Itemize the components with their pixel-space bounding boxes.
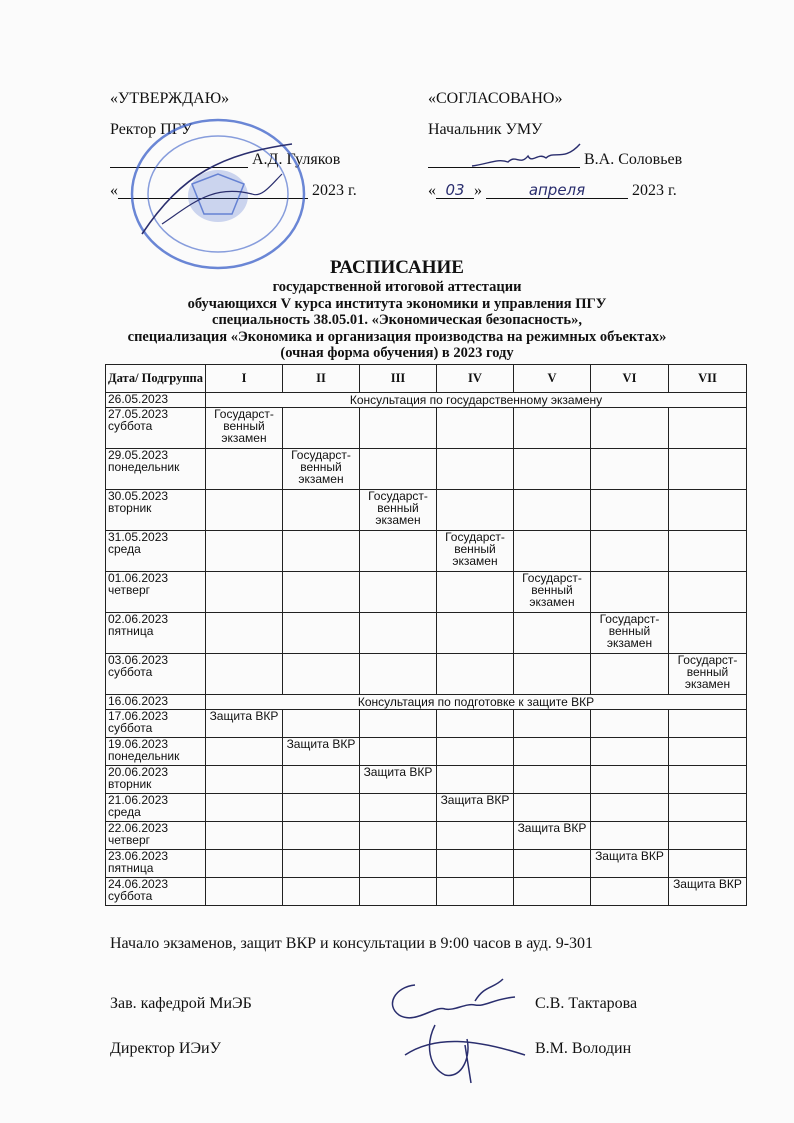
date-cell [106,822,206,850]
header-group: IV [437,365,514,393]
empty-cell [437,738,514,766]
signature-name-1: С.В. Тактарова [535,995,638,1012]
date-cell [106,449,206,490]
table-row [106,531,747,572]
event-cell: Защита ВКР [514,822,591,850]
empty-cell [669,449,747,490]
table-row [106,572,747,613]
empty-cell [514,710,591,738]
table-row [106,654,747,695]
empty-cell [669,738,747,766]
event-cell: Государст-венный экзамен [514,572,591,613]
schedule-body [106,393,747,906]
empty-cell [283,766,360,794]
empty-cell [283,531,360,572]
empty-cell [514,794,591,822]
consultation-cell: Консультация по подготовке к защите ВКР [206,695,747,710]
empty-cell [514,531,591,572]
empty-cell [669,766,747,794]
title-line-4: специализация «Экономика и организация производства на режимных объектах» [127,328,667,345]
empty-cell [283,654,360,695]
agree-name: В.А. Соловьев [584,151,683,168]
empty-cell [360,822,437,850]
date-cell [106,695,206,710]
empty-cell [437,710,514,738]
date-cell [106,850,206,878]
schedule-note: Начало экзаменов, защит ВКР и консультации в 9:00 часов в ауд. 9-301 [110,935,594,952]
empty-cell [283,572,360,613]
weekday-value: четверг [108,833,150,847]
approve-date: « 2023 г. [110,182,357,199]
empty-cell [669,408,747,449]
empty-cell [514,850,591,878]
approve-year: 2023 г. [312,182,357,199]
university-stamp [122,114,310,272]
empty-cell [206,794,283,822]
empty-cell [437,654,514,695]
empty-cell [669,572,747,613]
weekday-value: четверг [108,583,150,597]
empty-cell [437,822,514,850]
event-cell: Защита ВКР [360,766,437,794]
document-title-block [0,257,794,362]
event-cell: Государст-венный экзамен [591,613,669,654]
approve-heading: «УТВЕРЖДАЮ» [110,90,230,107]
agree-heading: «СОГЛАСОВАНО» [428,90,563,107]
date-value: 26.05.2023 [108,392,169,406]
table-row [106,738,747,766]
table-row [106,710,747,738]
table-row [106,613,747,654]
empty-cell [514,878,591,906]
weekday-value: суббота [108,419,153,433]
date-cell [106,766,206,794]
header-group: V [514,365,591,393]
empty-cell [360,710,437,738]
empty-cell [206,766,283,794]
weekday-value: суббота [108,665,153,679]
empty-cell [360,613,437,654]
empty-cell [437,850,514,878]
empty-cell [206,531,283,572]
empty-cell [437,766,514,794]
event-cell: Защита ВКР [283,738,360,766]
table-row [106,822,747,850]
header-group: II [283,365,360,393]
title-line-5: (очная форма обучения) в 2023 году [280,345,514,361]
empty-cell [360,794,437,822]
empty-cell [437,613,514,654]
date-cell [106,878,206,906]
empty-cell [206,822,283,850]
empty-cell [514,449,591,490]
empty-cell [360,738,437,766]
empty-cell [206,878,283,906]
title-line-1: государственной итоговой аттестации [272,279,522,295]
date-cell [106,738,206,766]
weekday-value: среда [108,542,141,556]
empty-cell [283,490,360,531]
empty-cell [591,449,669,490]
date-value: 20.06.2023 [108,765,169,779]
weekday-value: суббота [108,889,153,903]
empty-cell [360,572,437,613]
empty-cell [437,878,514,906]
date-cell [106,794,206,822]
signature-position-1: Зав. кафедрой МиЭБ [110,995,252,1012]
empty-cell [669,822,747,850]
date-value: 27.05.2023 [108,407,169,421]
table-row [106,766,747,794]
empty-cell [669,710,747,738]
empty-cell [591,654,669,695]
table-header-row [106,365,747,393]
empty-cell [206,572,283,613]
empty-cell [437,408,514,449]
empty-cell [669,490,747,531]
document-title: РАСПИСАНИЕ [330,257,464,278]
date-value: 01.06.2023 [108,571,169,585]
empty-cell [283,408,360,449]
empty-cell [437,572,514,613]
header-group: VI [591,365,669,393]
title-line-3: специальность 38.05.01. «Экономическая безопасность», [212,312,582,328]
schedule-table [105,364,747,906]
date-value: 02.06.2023 [108,612,169,626]
event-cell: Защита ВКР [591,850,669,878]
date-value: 21.06.2023 [108,793,169,807]
date-value: 19.06.2023 [108,737,169,751]
date-value: 22.06.2023 [108,821,169,835]
empty-cell [514,766,591,794]
date-cell [106,408,206,449]
empty-cell [283,822,360,850]
weekday-value: среда [108,805,141,819]
empty-cell [669,613,747,654]
date-cell [106,490,206,531]
empty-cell [514,613,591,654]
table-row [106,794,747,822]
empty-cell [283,794,360,822]
weekday-value: понедельник [108,749,180,763]
empty-cell [591,738,669,766]
date-cell [106,654,206,695]
empty-cell [206,613,283,654]
approve-name: А.Д. Гуляков [252,151,341,168]
weekday-value: вторник [108,777,152,791]
table-row [106,878,747,906]
date-value: 24.06.2023 [108,877,169,891]
empty-cell [360,531,437,572]
empty-cell [206,449,283,490]
empty-cell [591,531,669,572]
empty-cell [206,738,283,766]
agree-month: апреля [528,181,586,199]
table-row [106,408,747,449]
agree-signature-scribble [468,140,588,176]
empty-cell [437,449,514,490]
agree-day: 03 [445,181,465,199]
consultation-cell: Консультация по государственному экзамену [206,393,747,408]
empty-cell [669,531,747,572]
empty-cell [591,794,669,822]
header-group: I [206,365,283,393]
header-date-group: Дата/ Подгруппа [106,365,206,393]
weekday-value: суббота [108,721,153,735]
event-cell: Государст-венный экзамен [669,654,747,695]
empty-cell [437,490,514,531]
empty-cell [591,878,669,906]
date-cell [106,710,206,738]
table-row [106,695,747,710]
empty-cell [591,822,669,850]
table-row [106,850,747,878]
empty-cell [591,572,669,613]
empty-cell [360,878,437,906]
table-row [106,490,747,531]
event-cell: Государст-венный экзамен [437,531,514,572]
empty-cell [514,408,591,449]
empty-cell [669,850,747,878]
header-group: VII [669,365,747,393]
agree-year: 2023 г. [632,182,677,199]
event-cell: Защита ВКР [206,710,283,738]
event-cell: Государст-венный экзамен [283,449,360,490]
date-value: 29.05.2023 [108,448,169,462]
empty-cell [360,408,437,449]
empty-cell [360,850,437,878]
empty-cell [206,490,283,531]
date-cell [106,613,206,654]
empty-cell [669,794,747,822]
event-cell: Защита ВКР [669,878,747,906]
empty-cell [206,654,283,695]
empty-cell [514,654,591,695]
empty-cell [206,850,283,878]
title-line-2: обучающихся V курса института экономики и управления ПГУ [187,295,607,312]
empty-cell [360,654,437,695]
date-value: 16.06.2023 [108,694,169,708]
event-cell: Государст-венный экзамен [360,490,437,531]
date-value: 03.06.2023 [108,653,169,667]
header-group: III [360,365,437,393]
empty-cell [360,449,437,490]
empty-cell [283,710,360,738]
signature-name-2: В.М. Володин [535,1040,632,1057]
empty-cell [283,878,360,906]
empty-cell [591,490,669,531]
empty-cell [283,613,360,654]
date-value: 23.06.2023 [108,849,169,863]
empty-cell [591,408,669,449]
empty-cell [283,850,360,878]
agree-date: « 03 » апреля 2023 г. [428,181,677,199]
agree-position: Начальник УМУ [428,121,543,138]
event-cell: Защита ВКР [437,794,514,822]
table-row [106,393,747,408]
weekday-value: пятница [108,624,154,638]
handwritten-signatures [375,975,535,1085]
empty-cell [514,490,591,531]
date-cell [106,572,206,613]
empty-cell [514,738,591,766]
weekday-value: вторник [108,501,152,515]
date-cell [106,531,206,572]
date-value: 17.06.2023 [108,709,169,723]
weekday-value: пятница [108,861,154,875]
date-value: 30.05.2023 [108,489,169,503]
signature-position-2: Директор ИЭиУ [110,1040,221,1057]
event-cell: Государст-венный экзамен [206,408,283,449]
date-cell [106,393,206,408]
approve-position: Ректор ПГУ [110,121,193,138]
empty-cell [591,766,669,794]
date-value: 31.05.2023 [108,530,169,544]
empty-cell [591,710,669,738]
weekday-value: понедельник [108,460,180,474]
table-row [106,449,747,490]
